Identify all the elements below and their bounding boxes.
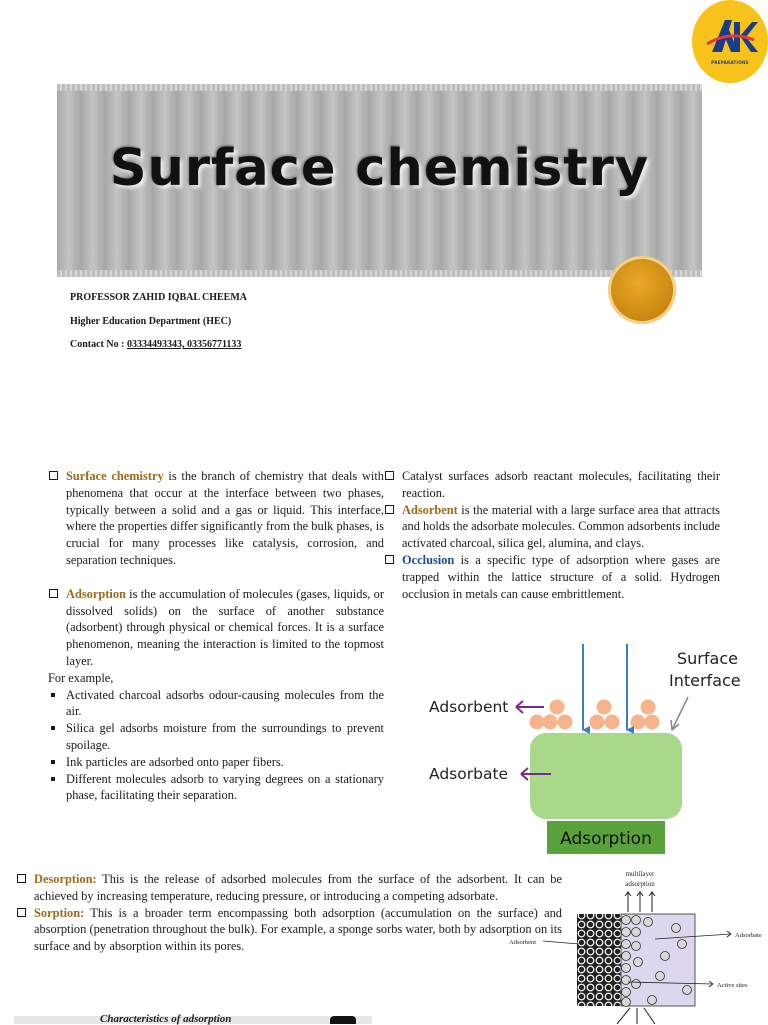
adsorbent-label: Adsorbent	[429, 698, 509, 716]
keyword-adsorption: Adsorption	[66, 586, 126, 601]
title-banner	[57, 84, 702, 277]
adsorbent-solid	[530, 733, 682, 819]
publisher-logo	[692, 0, 768, 83]
right-column	[384, 468, 720, 602]
adsorption-paragraph	[48, 586, 384, 670]
multilayer-label-line1: multilayer	[625, 870, 655, 878]
decorative-gold-badge	[608, 256, 676, 324]
banner-bottom-stripe	[57, 270, 702, 277]
occlusion-text: is a specific type of adsorption where gases are trapped within the lattice structure of a solid. Hydrogen occlusion in metals can cause embrittlement.	[402, 552, 720, 601]
keyword-adsorbent: Adsorbent	[402, 502, 458, 517]
keyword-sorption: Sorption:	[34, 905, 85, 920]
adsorbate-small-label: Adsorbate	[735, 932, 762, 939]
adsorbate-molecules	[530, 700, 660, 730]
adsorption-diagram	[420, 640, 760, 858]
ak-logo-icon	[692, 0, 768, 83]
checkbox-bullet-icon	[385, 505, 394, 514]
desorption-paragraph	[16, 871, 562, 905]
adsorbent-small-pointer	[543, 941, 579, 944]
next-section-icon	[330, 1016, 356, 1024]
sorption-text: This is a broader term encompassing both adsorption (accumulation on the surface) and absorption (penetration throughout the bulk). For example, a sponge sorbs water, both by adsorption on its surface and by absorption within its pores.	[34, 905, 562, 954]
keyword-surface-chemistry: Surface chemistry	[66, 469, 164, 483]
active-sites-label: Active sites	[717, 982, 748, 989]
diagram-caption: Adsorption	[560, 829, 652, 849]
author-name: PROFESSOR ZAHID IQBAL CHEEMA	[70, 292, 247, 303]
surface-label-line1: Surface	[677, 649, 738, 668]
for-example-label: For example,	[48, 670, 114, 685]
logo-text: PREPARATIONS	[711, 60, 749, 65]
list-item: Ink particles are adsorbed onto paper fibers.	[48, 754, 384, 771]
bottom-section	[16, 871, 562, 955]
sorption-diagram	[505, 866, 768, 1024]
catalyst-text: Catalyst surfaces adsorb reactant molecules, facilitating their reaction.	[402, 469, 720, 500]
checkbox-bullet-icon	[49, 589, 58, 598]
checkbox-bullet-icon	[385, 471, 394, 480]
checkbox-bullet-icon	[17, 908, 26, 917]
page-title: Surface chemistry	[109, 139, 650, 198]
sorption-paragraph	[16, 905, 562, 955]
adsorption-text: is the accumulation of molecules (gases, liquids, or dissolved solids) on the surface of another substance (adsorbent) through physical or chemical forces. It is a surface phenomenon, meaning the interaction is limited to the topmost layer.	[66, 586, 384, 668]
adsorbent-text: is the material with a large surface area that attracts and holds the adsorbate molecules. Common adsorbents include activated charcoal, silica gel, alumina, and clays.	[402, 502, 720, 551]
list-item: Different molecules adsorb to varying degrees on a stationary phase, facilitating their separation.	[48, 771, 384, 805]
surface-chemistry-paragraph	[48, 468, 384, 569]
adsorbate-label: Adsorbate	[429, 765, 509, 783]
incoming-arrows	[583, 644, 627, 730]
examples-list	[48, 687, 384, 805]
adsorbent-paragraph	[384, 502, 720, 552]
surface-label-line2: Interface	[669, 671, 741, 690]
banner-top-stripe	[57, 84, 702, 91]
keyword-desorption: Desorption:	[34, 872, 97, 886]
downward-arrows	[617, 1008, 655, 1024]
author-contact	[70, 339, 241, 350]
checkbox-bullet-icon	[49, 471, 58, 480]
multilayer-label-line2: adsorption	[625, 880, 655, 888]
list-item: Activated charcoal adsorbs odour-causing molecules from the air.	[48, 687, 384, 721]
checkbox-bullet-icon	[385, 555, 394, 564]
contact-label: Contact No :	[70, 339, 127, 350]
next-section-heading: Characteristics of adsorption	[100, 1013, 232, 1025]
adsorbent-pointer-arrow	[516, 701, 544, 713]
occlusion-paragraph	[384, 552, 720, 602]
keyword-occlusion: Occlusion	[402, 552, 455, 567]
checkbox-bullet-icon	[17, 874, 26, 883]
multilayer-arrows	[625, 892, 655, 912]
adsorbent-small-label: Adsorbent	[509, 939, 537, 946]
desorption-text: This is the release of adsorbed molecules from the surface of the adsorbent. It can be achieved by increasing temperature, reducing pressure, or introducing a competing adsorbate.	[34, 872, 562, 903]
surface-chemistry-text: is the branch of chemistry that deals with phenomena that occur at the interface between two phases, typically between a solid and a gas or liquid. This interface, where the properties differ significantly from the bulk phases, is crucial for many processes like catalysis, corrosion, and separation techniques.	[66, 469, 384, 567]
author-department: Higher Education Department (HEC)	[70, 316, 232, 327]
contact-numbers: 03334493343, 03356771133	[126, 339, 242, 350]
adsorbent-solid-block	[577, 914, 621, 1006]
left-column	[48, 468, 384, 804]
catalyst-paragraph	[384, 468, 720, 502]
surface-pointer-line	[672, 697, 688, 730]
list-item: Silica gel adsorbs moisture from the surroundings to prevent spoilage.	[48, 720, 384, 754]
